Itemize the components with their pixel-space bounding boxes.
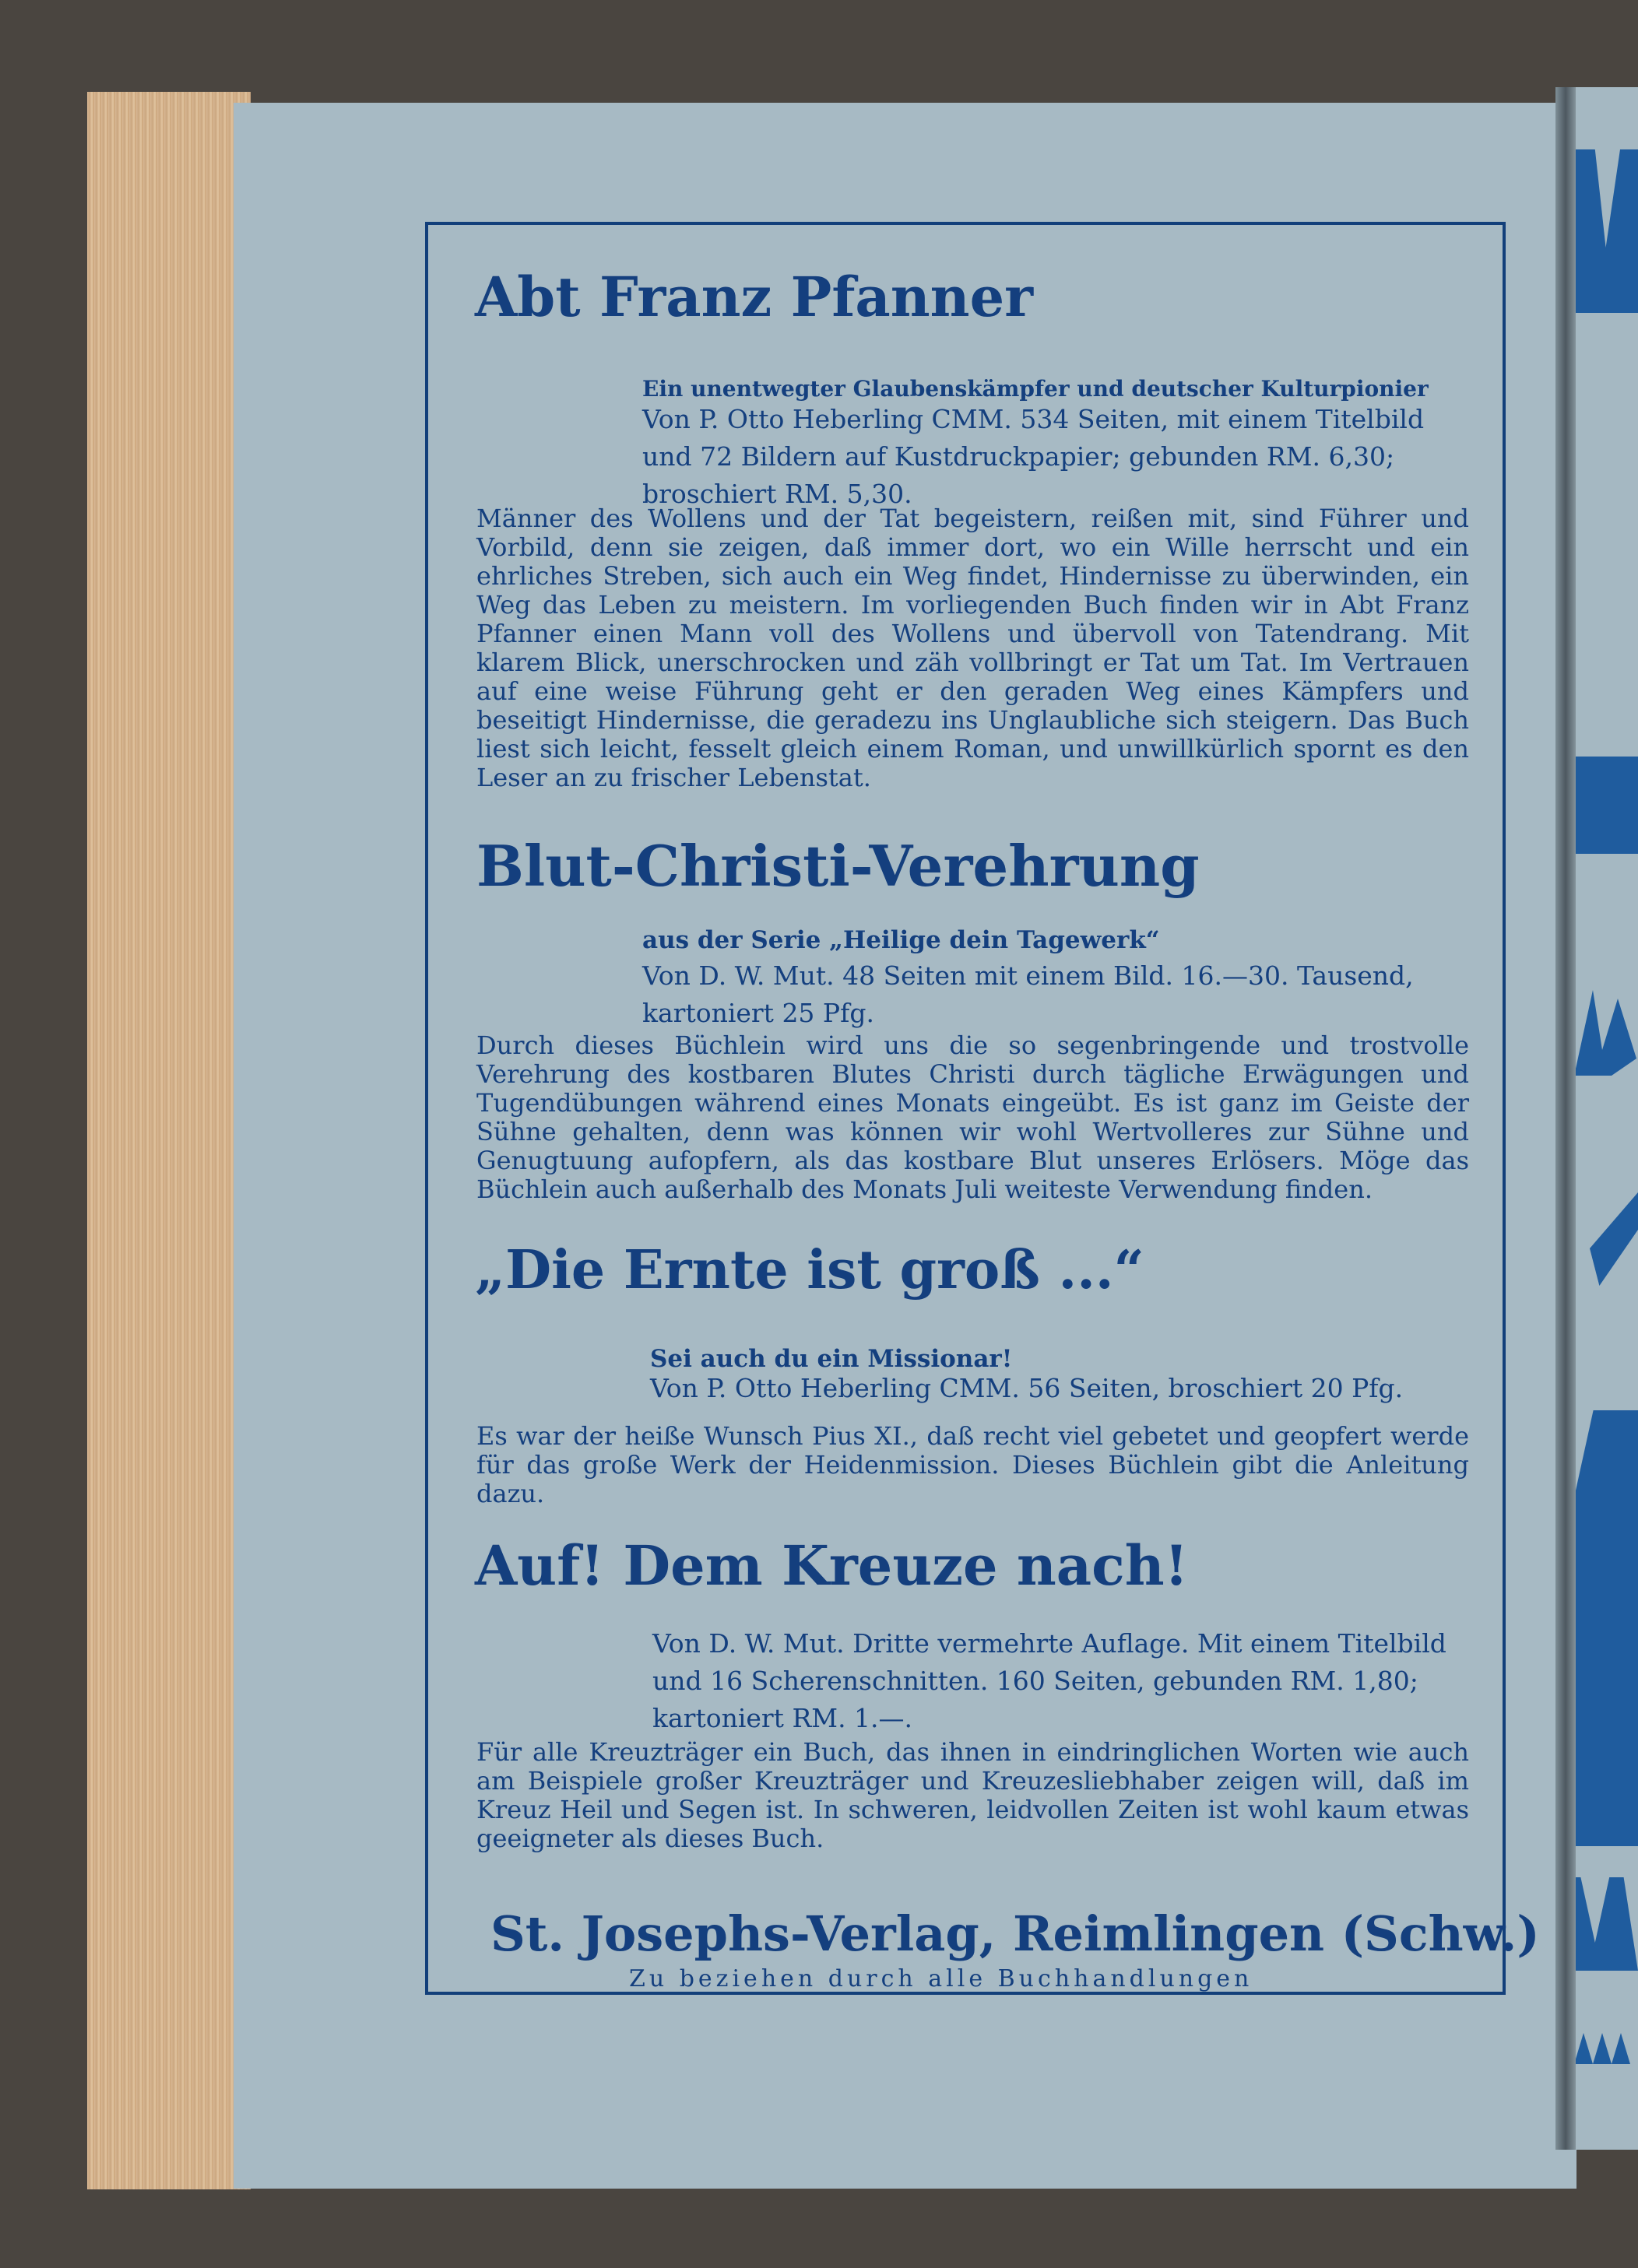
ad-subtitle: Ein unentwegter Glaubenskämpfer und deutscher Kulturpionier — [642, 376, 1429, 402]
ad-description: Durch dieses Büchlein wird uns die so segenbringende und trostvolle Verehrung des kostbaren Blutes Christi durch tägliche Erwägungen und Tugendübungen während eines Monats eingeübt. Es ist ganz im Geiste der Sühne gehalten, denn was können wir wohl Wertvolleres zur Sühne und Genugtuung aufopfern, als das kostbare Blut unseres Erlösers. Möge das Büchlein auch außerhalb des Monats Juli weiteste Verwendung finden. — [476, 1030, 1469, 1204]
ad-title: Auf! Dem Kreuze nach! — [475, 1533, 1189, 1598]
ad-subtitle: aus der Serie „Heilige dein Tagewerk“ — [642, 926, 1160, 954]
book-gutter — [1555, 87, 1576, 2150]
ad-book-details: Von D. W. Mut. 48 Seiten mit einem Bild. 16.—30. Tausend, kartoniert 25 Pfg. — [642, 960, 1414, 1028]
ad-description: Für alle Kreuzträger ein Buch, das ihnen in eindringlichen Worten wie auch am Beispiele großer Kreuzträger und Kreuzesliebhaber zeigen will, daß im Kreuz Heil und Segen ist. In schweren, leidvollen Zeiten ist wohl kaum etwas geeigneter als dieses Buch. — [476, 1737, 1469, 1853]
publisher-name: St. Josephs-Verlag, Reimlingen (Schw.) — [490, 1905, 1540, 1962]
book-page-edges — [87, 92, 251, 2189]
ad-book-details: Von P. Otto Heberling CMM. 534 Seiten, mit einem Titelbild und 72 Bildern auf Kustdruckpapier; gebunden RM. 6,30; broschiert RM. 5,30. — [642, 404, 1425, 509]
ad-book-details: Von P. Otto Heberling CMM. 56 Seiten, broschiert 20 Pfg. — [650, 1373, 1404, 1403]
ad-subtitle: Sei auch du ein Missionar! — [650, 1345, 1013, 1373]
ad-title: „Die Ernte ist groß ...“ — [475, 1239, 1144, 1301]
distribution-note: Zu beziehen durch alle Buchhandlungen — [629, 1965, 1253, 1992]
ad-title: Abt Franz Pfanner — [475, 265, 1033, 329]
ad-book-details: Von D. W. Mut. Dritte vermehrte Auflage. Mit einem Titelbild und 16 Scherenschnitten. 160 Seiten, gebunden RM. 1,80; kartoniert RM. 1.—. — [652, 1628, 1446, 1733]
ad-description: Es war der heiße Wunsch Pius XI., daß recht viel gebetet und geopfert werde für das große Werk der Heidenmission. Dieses Büchlein gibt die Anleitung dazu. — [476, 1421, 1469, 1508]
ad-title: Blut-Christi-Verehrung — [476, 833, 1200, 899]
ad-description: Männer des Wollens und der Tat begeistern, reißen mit, sind Führer und Vorbild, denn sie zeigen, daß immer dort, wo ein Wille herrscht und ein ehrliches Streben, sich auch ein Weg findet, Hindernisse zu überwinden, ein Weg das Leben zu meistern. Im vorliegenden Buch finden wir in Abt Franz Pfanner einen Mann voll des Wollens und übervoll von Tatendrang. Mit klarem Blick, unerschrocken und zäh vollbringt er Tat um Tat. Im Vertrauen auf eine weise Führung geht er den geraden Weg eines Kämpfers und beseitigt Hindernisse, die geradezu ins Unglaubliche sich steigern. Das Buch liest sich leicht, fesselt gleich einem Roman, und unwillkürlich spornt es den Leser an zu frischer Lebenstat. — [476, 504, 1469, 792]
facing-page-artwork — [1566, 87, 1638, 2150]
